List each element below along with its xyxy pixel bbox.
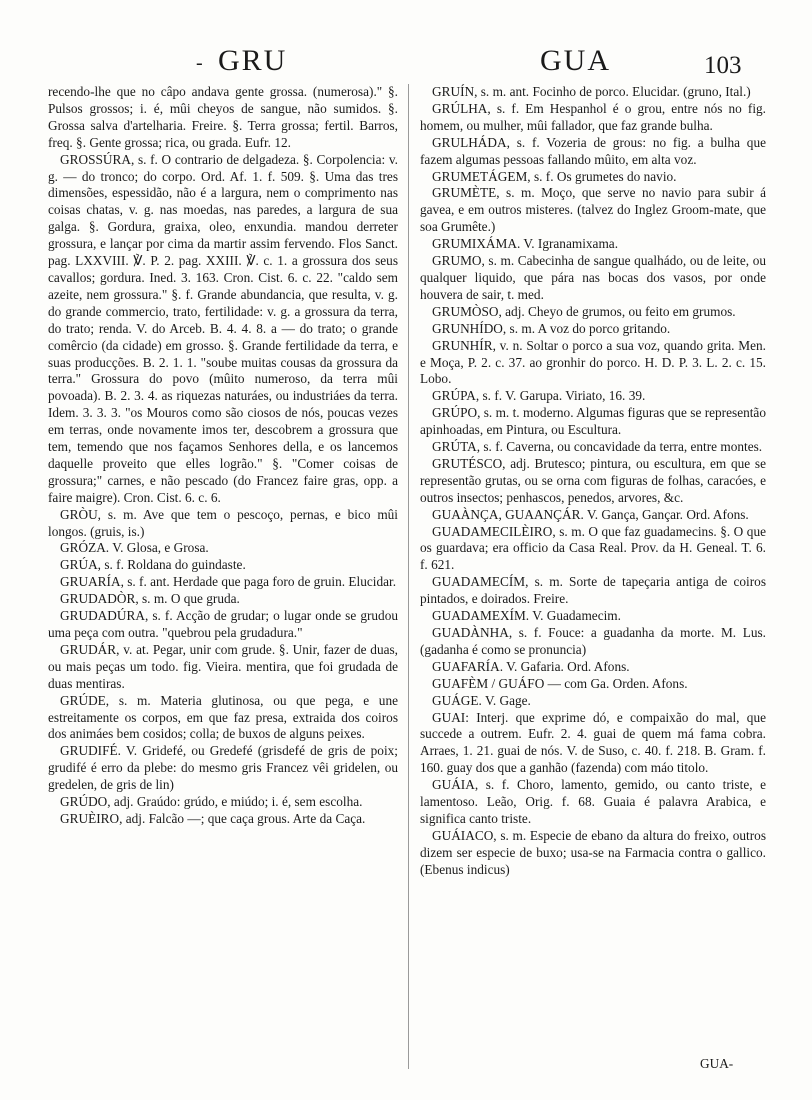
dictionary-entry: GUAÀNÇA, GUAANÇÁR. V. Gança, Gançar. Ord. Afons.: [432, 506, 749, 522]
dictionary-entry: GUAFARÍA. V. Gafaria. Ord. Afons.: [432, 658, 630, 674]
dictionary-entry: GRUARÍA, s. f. ant. Herdade que paga foro de gruin. Elucidar.: [60, 574, 397, 590]
dictionary-entry: GRÚLHA, s. f. Em Hespanhol é o grou, entre nós no fig. homem, ou mulher, mûi fallador, que faz grande bulha.: [420, 100, 766, 133]
dictionary-entry: GRÚPO, s. m. t. moderno. Algumas figuras que se representão apinhoadas, em Pintura, ou Escultura.: [420, 405, 766, 438]
dictionary-entry: GRUÈIRO, adj. Falcão —; que caça grous. Arte da Caça.: [60, 810, 366, 826]
dictionary-entry: GUAFÈM / GUÁFO — com Ga. Orden. Afons.: [432, 675, 688, 691]
dictionary-entry: GRUDADÚRA, s. f. Acção de grudar; o lugar onde se grudou uma peça com outra. "quebrou pela grudadura.": [48, 608, 398, 640]
dictionary-entry: GUÁGE. V. Gage.: [432, 692, 531, 708]
dictionary-entry: GRUTÉSCO, adj. Brutesco; pintura, ou escultura, em que se representão grutas, ou se orna com figuras de folhas, caracóes, e outros insectos; penhascos, penedos, arvores, &c.: [420, 455, 766, 505]
dictionary-entry: GRUDIFÉ. V. Gridefé, ou Gredefé (grisdefé de gris de poix; grudifé é erro da plebe: do mesmo gris Francez vêi gridelen, ou gredelen, de gris de lin): [48, 743, 398, 793]
dictionary-entry: GRUMETÁGEM, s. f. Os grumetes do navio.: [432, 168, 677, 184]
dictionary-entry: GUADAMEXÍM. V. Guadamecim.: [432, 608, 621, 624]
dictionary-entry: GRÚDO, adj. Graúdo: grúdo, e miúdo; i. é, sem escolha.: [60, 794, 363, 810]
dictionary-entry: GRUMO, s. m. Cabecinha de sangue qualhádo, ou de leite, ou qualquer liquido, que pára nas bocas dos vasos, por onde houvera de sair, t. med.: [420, 253, 766, 302]
header-dash: -: [196, 52, 203, 74]
dictionary-entry: GRÚTA, s. f. Caverna, ou concavidade da terra, entre montes.: [432, 439, 763, 455]
dictionary-entry: GRUMIXÁMA. V. Igranamixama.: [432, 236, 619, 252]
dictionary-entry: GRULHÁDA, s. f. Vozeria de grous: no fig. a bulha que fazem algumas pessoas fallando mûito, em alta voz.: [420, 134, 766, 167]
dictionary-entry: GROSSÚRA, s. f. O contrario de delgadeza. §. Corpolencia: v. g. — do tronco; do corpo. Ord. Af. 1. f. 509. §. Uma das tres dimensões, espessidão, não é a largura, nem o comprimento nas coisas chatas, v. g. nas moedas, nas paredes, a largura de sua galga. §. Gordura, graixa, oleo, enxundia. mandou derreter grossura, e lançar por cima da martir assim fervendo. Flos Sanct. pag. LXXVIII. ℣. P. 2. pag. XXIII. ℣. c. 1. a grossura dos seus cavallos; gordura. Ined. 3. 163. Cron. Cist. 6. c. 22. "caldo sem azeite, nem grossura." §. f. Grande abundancia, que resulta, v. g. do grande commercio, trato, fertilidade: v. g. a grossura da terra, do trato; renda. V. do Arceb. B. 4. 4. 8. a — do trato; o grande comêrcio (da cidade) em grosso. §. Grande fertilidade da terra, e suas producções. B. 2. 1. 1. "soube muitas cousas da grossura da terra." Grossura do povo (mûito numeroso, da terra mûi povoada). B. 2. 3. 4. as riquezas naturáes, ou industriáes da terra. Idem. 3. 3. 3. "os Mouros como são ciosos de nós, poucas vezes em terras, onde novamente imos ter, descobrem a grossura que tem, temendo que nos façamos Senhores della, e os lancemos daquelle proveito que elles logrão." §. "Comer coisas de grossura;" carnes, e não pescado (do Francez faire gras, opp. a faire maigre). Cron. Cist. 6. c. 6.: [48, 151, 398, 505]
header-left-word: GRU: [218, 44, 288, 77]
dictionary-entry: GUADÀNHA, s. f. Fouce: a guadanha da morte. M. Lus. (gadanha é como se pronuncia): [420, 625, 766, 657]
dictionary-entry: GUÁIACO, s. m. Especie de ebano da altura do freixo, outros dizem ser especie de buxo; usa-se na Farmacia contra o gallico. (Ebenus indicus): [420, 827, 766, 877]
page-number: 103: [704, 52, 742, 79]
dictionary-entry: GRUNHÍR, v. n. Soltar o porco a sua voz, quando grita. Men. e Moça, P. 2. c. 37. ao gronhir do porco. H. D. P. 3. L. 2. c. 15. Lobo.: [420, 337, 766, 387]
header-right-word: GUA: [540, 44, 611, 77]
dictionary-entry: GRÓZA. V. Glosa, e Grosa.: [60, 540, 209, 556]
dictionary-entry: GRUNHÍDO, s. m. A voz do porco gritando.: [432, 320, 671, 336]
right-column: [420, 84, 766, 879]
dictionary-entry: GRUDÁR, v. at. Pegar, unir com grude. §. Unir, fazer de duas, ou mais peças um todo. fig. Vieira. mentira, que foi grudada de duas mentiras.: [48, 641, 398, 691]
column-divider: [408, 84, 409, 1069]
dictionary-entry: GRUMÒSO, adj. Cheyo de grumos, ou feito em grumos.: [432, 303, 736, 319]
dictionary-entry: GRUÍN, s. m. ant. Focinho de porco. Elucidar. (gruno, Ital.): [432, 84, 751, 99]
catchword: GUA-: [700, 1056, 734, 1071]
dictionary-entry: recendo-lhe que no câpo andava gente grossa. (numerosa)." §. Pulsos grossos; i. é, mûi cheyos de sangue, não sumidos. §. Grossa salva d'artelharia. Freire. §. Terra grossa; fertil. Barros, freq. §. Gente grossa; rica, ou grada. Eufr. 12.: [48, 84, 398, 150]
dictionary-entry: GRUDADÒR, s. m. O que gruda.: [60, 591, 240, 607]
dictionary-entry: GRÚDE, s. m. Materia glutinosa, ou que pega, e une estreitamente os corpos, em que faz presa, extraida dos coiros dos animáes bem cosidos; colla; de buxos de alguns peixes.: [48, 692, 398, 742]
dictionary-entry: GUÁIA, s. f. Choro, lamento, gemido, ou canto triste, e lamentoso. Leão, Orig. f. 68. Guaia é palavra Arabica, e significa canto triste.: [420, 777, 766, 826]
dictionary-entry: GUAI: Interj. que exprime dó, e compaixão do mal, que succede a outrem. Eufr. 2. 4. guai de quem má fama cobra. Arraes, 1. 21. guai de nós. V. de Suso, c. 40. f. 218. B. Gram. f. 160. guay dos que a ganhão (fazenda) com máo titolo.: [420, 709, 766, 776]
left-column: [48, 84, 398, 828]
dictionary-entry: GRUMÈTE, s. m. Moço, que serve no navio para subir á gavea, e em outros misteres. (talvez do Inglez Groom-mate, que soa Grumête.): [420, 185, 766, 235]
dictionary-entry: GRÒU, s. m. Ave que tem o pescoço, pernas, e bico mûi longos. (gruis, is.): [48, 506, 398, 539]
dictionary-entry: GUADAMECILÈIRO, s. m. O que faz guadamecins. §. O que os guardava; era officio da Casa Real. Prov. da H. Geneal. T. 6. f. 621.: [420, 523, 766, 573]
dictionary-entry: GUADAMECÍM, s. m. Sorte de tapeçaria antiga de coiros pintados, e doirados. Freire.: [420, 574, 766, 607]
dictionary-entry: GRÚPA, s. f. V. Garupa. Viriato, 16. 39.: [432, 388, 646, 404]
dictionary-entry: GRÚA, s. f. Roldana do guindaste.: [60, 557, 246, 573]
